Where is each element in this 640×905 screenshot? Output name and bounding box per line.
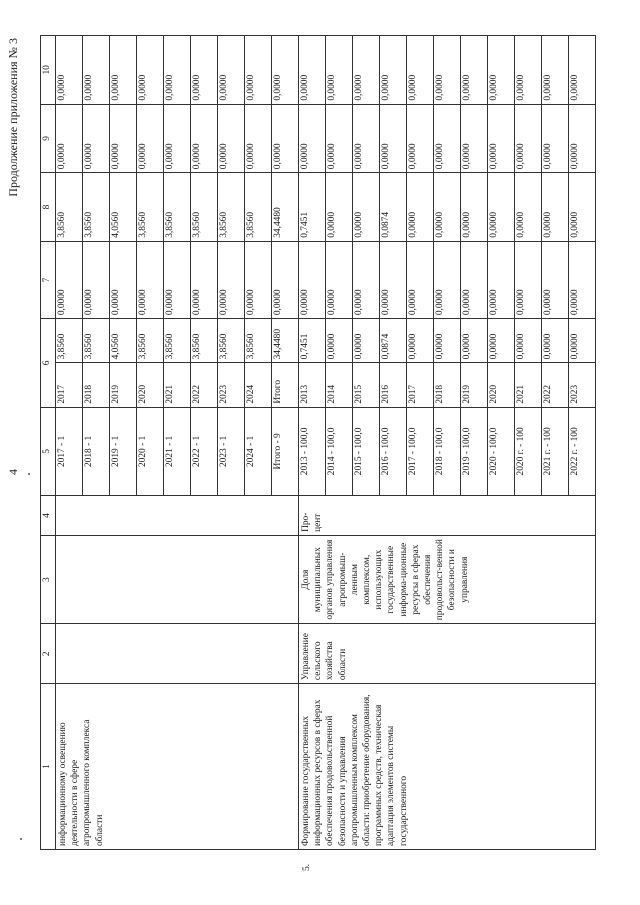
period-value-cell: 2023 - 1 [218,407,245,495]
period-value-cell: 2020 г. - 100 [515,407,542,495]
amount-cell: 0,0000 [407,173,434,242]
year-cell: 2016 [380,363,407,407]
period-value-cell: 2022 г. - 100 [569,407,596,495]
amount-cell: 0,0000 [299,241,326,318]
header-cell: 8 [41,173,56,242]
amount-cell: 4,0560 [110,173,137,242]
amount-cell: 0,0000 [164,104,191,173]
amount-cell: 0,0000 [83,241,110,318]
amount-cell: 0,0000 [461,241,488,318]
amount-cell: 0,0000 [353,36,380,105]
amount-cell: 0,0000 [272,104,299,173]
amount-total-cell: 3,8560 [191,319,218,363]
amount-cell: 0,0000 [569,173,596,242]
year-cell: 2019 [461,363,488,407]
year-cell: 2018 [434,363,461,407]
amount-cell: 0,7451 [299,173,326,242]
amount-cell: 0,0000 [218,104,245,173]
period-value-cell: 2019 - 100,0 [461,407,488,495]
amount-cell: 3,8560 [245,173,272,242]
amount-cell: 0,0000 [488,36,515,105]
year-cell: 2020 [488,363,515,407]
amount-cell: 3,8560 [56,173,83,242]
amount-cell: 3,8560 [83,173,110,242]
amount-cell: 0,0000 [245,36,272,105]
amount-total-cell: 0,0000 [542,319,569,363]
amount-cell: 0,0000 [380,104,407,173]
year-cell: 2013 [299,363,326,407]
amount-cell: 0,0000 [380,36,407,105]
amount-cell: 0,0000 [434,173,461,242]
period-value-cell: 2018 - 1 [83,407,110,495]
header-cell: 10 [41,36,56,105]
amount-cell: 0,0000 [164,241,191,318]
amount-cell: 3,8560 [164,173,191,242]
year-cell: 2017 [56,363,83,407]
period-value-cell: 2013 - 100,0 [299,407,326,495]
amount-cell: 0,0000 [56,36,83,105]
amount-cell: 0,0000 [272,241,299,318]
amount-total-cell: 3,8560 [83,319,110,363]
amount-cell: 0,0000 [542,36,569,105]
amount-total-cell: 0,0000 [434,319,461,363]
period-value-cell: 2020 - 100,0 [488,407,515,495]
scan-speck [28,473,30,475]
amount-total-cell: 0,0000 [353,319,380,363]
amount-cell: 0,0000 [110,104,137,173]
amount-cell: 0,0000 [164,36,191,105]
amount-cell: 0,0000 [191,241,218,318]
amount-cell: 0,0000 [434,104,461,173]
amount-cell: 0,0000 [353,104,380,173]
amount-total-cell: 0,0000 [488,319,515,363]
unit-cell [56,496,299,536]
year-cell: 2015 [353,363,380,407]
amount-cell: 0,0000 [326,173,353,242]
amount-cell: 3,8560 [191,173,218,242]
header-cell: 7 [41,241,56,318]
amount-total-cell: 0,7451 [299,319,326,363]
year-cell: Итого [272,363,299,407]
amount-total-cell: 0,0874 [380,319,407,363]
amount-total-cell: 34,4480 [272,319,299,363]
year-cell: 2019 [110,363,137,407]
period-value-cell: 2017 - 100,0 [407,407,434,495]
amount-cell: 0,0000 [407,241,434,318]
period-value-cell: 2017 - 1 [56,407,83,495]
period-value-cell: 2021 - 1 [164,407,191,495]
amount-cell: 0,0000 [110,36,137,105]
amount-cell: 0,0000 [569,241,596,318]
year-cell: 2021 [515,363,542,407]
header-cell: 4 [41,496,56,536]
table-row [56,36,83,850]
continuation-heading: Продолжение приложения № 3 [6,38,20,197]
amount-cell: 0,0000 [83,36,110,105]
amount-cell: 0,0000 [569,104,596,173]
indicator-cell [56,535,299,623]
amount-cell: 0,0000 [299,104,326,173]
year-cell: 2023 [569,363,596,407]
amount-cell: 0,0000 [461,104,488,173]
year-cell: 2023 [218,363,245,407]
amount-cell: 0,0000 [515,241,542,318]
measure-description: информационному освещению деятельности в сфере агропромышленного комплекса области [56,684,299,850]
period-value-cell: 2016 - 100,0 [380,407,407,495]
amount-cell: 0,0000 [218,36,245,105]
amount-cell: 0,0000 [542,104,569,173]
amount-cell: 0,0000 [515,173,542,242]
amount-cell: 0,0000 [272,36,299,105]
table-row [299,36,326,850]
amount-cell: 0,0000 [56,104,83,173]
amount-cell: 0,0000 [353,241,380,318]
amount-cell: 0,0874 [380,173,407,242]
page-number: 4 [6,469,20,475]
amount-cell: 0,0000 [326,241,353,318]
amount-total-cell: 0,0000 [326,319,353,363]
amount-total-cell: 0,0000 [407,319,434,363]
amount-cell: 0,0000 [434,36,461,105]
amount-cell: 0,0000 [407,36,434,105]
measure-text: Формирование государственных информационных ресурсов в сферах обеспечения продовольственной безопасности и управления агропромышленным комплексом области: приобретение оборудования, программных средств, техническая адаптация элементов системы государственного [301,694,409,846]
executor-cell: Управление сельского хозяйства области [299,624,596,684]
period-value-cell: 2024 - 1 [245,407,272,495]
amount-total-cell: 4,0560 [110,319,137,363]
amount-cell: 34,4480 [272,173,299,242]
program-table [40,35,596,871]
header-cell: 1 [41,684,56,850]
period-value-cell: 2020 - 1 [137,407,164,495]
year-cell: 2014 [326,363,353,407]
year-cell: 2024 [245,363,272,407]
year-cell: 2018 [83,363,110,407]
amount-cell: 0,0000 [137,104,164,173]
amount-total-cell: 3,8560 [137,319,164,363]
period-value-cell: 2018 - 100,0 [434,407,461,495]
period-value-cell: 2022 - 1 [191,407,218,495]
amount-cell: 0,0000 [326,36,353,105]
amount-cell: 0,0000 [299,36,326,105]
amount-total-cell: 0,0000 [461,319,488,363]
unit-cell: Про-цент [299,496,596,536]
scan-speck [20,838,22,840]
amount-cell: 0,0000 [137,241,164,318]
amount-cell: 0,0000 [542,241,569,318]
amount-cell: 0,0000 [245,104,272,173]
executor-cell [56,624,299,684]
amount-cell: 0,0000 [191,104,218,173]
row-number: 5. [302,863,312,871]
amount-cell: 0,0000 [56,241,83,318]
amount-cell: 0,0000 [569,36,596,105]
header-cell: 5 [41,407,56,495]
indicator-cell: Доля муниципальных органов управления агропромыш-ленным комплексом, использующих государственные информа-ционные ресурсы в сферах обеспечения продовольст-венной безопасности и управления [299,535,596,623]
amount-total-cell: 3,8560 [164,319,191,363]
amount-cell: 0,0000 [380,241,407,318]
column-number-row [41,36,56,850]
amount-cell: 0,0000 [110,241,137,318]
amount-cell: 0,0000 [461,36,488,105]
measure-description [299,684,596,871]
header-cell: 3 [41,535,56,623]
amount-cell: 0,0000 [218,241,245,318]
year-cell: 2022 [542,363,569,407]
amount-cell: 0,0000 [434,241,461,318]
period-value-cell: 2021 г. - 100 [542,407,569,495]
amount-total-cell: 3,8560 [245,319,272,363]
period-value-cell: 2014 - 100,0 [326,407,353,495]
amount-total-cell: 3,8560 [218,319,245,363]
amount-total-cell: 0,0000 [569,319,596,363]
period-value-cell: 2019 - 1 [110,407,137,495]
header-cell: 2 [41,624,56,684]
amount-cell: 0,0000 [488,104,515,173]
amount-total-cell: 3,8560 [56,319,83,363]
amount-cell: 0,0000 [542,173,569,242]
amount-total-cell: 0,0000 [515,319,542,363]
amount-cell: 0,0000 [488,241,515,318]
header-cell: 9 [41,104,56,173]
amount-cell: 0,0000 [461,173,488,242]
amount-cell: 0,0000 [137,36,164,105]
year-cell: 2017 [407,363,434,407]
amount-cell: 3,8560 [137,173,164,242]
amount-cell: 0,0000 [245,241,272,318]
amount-cell: 0,0000 [83,104,110,173]
amount-cell: 0,0000 [353,173,380,242]
period-value-cell: 2015 - 100,0 [353,407,380,495]
amount-cell: 0,0000 [326,104,353,173]
amount-cell: 0,0000 [191,36,218,105]
amount-cell: 0,0000 [515,104,542,173]
period-value-cell: Итого - 9 [272,407,299,495]
amount-cell: 0,0000 [515,36,542,105]
amount-cell: 3,8560 [218,173,245,242]
amount-cell: 0,0000 [407,104,434,173]
year-cell: 2020 [137,363,164,407]
year-cell: 2022 [191,363,218,407]
amount-cell: 0,0000 [488,173,515,242]
year-cell: 2021 [164,363,191,407]
header-cell: 6 [41,319,56,407]
